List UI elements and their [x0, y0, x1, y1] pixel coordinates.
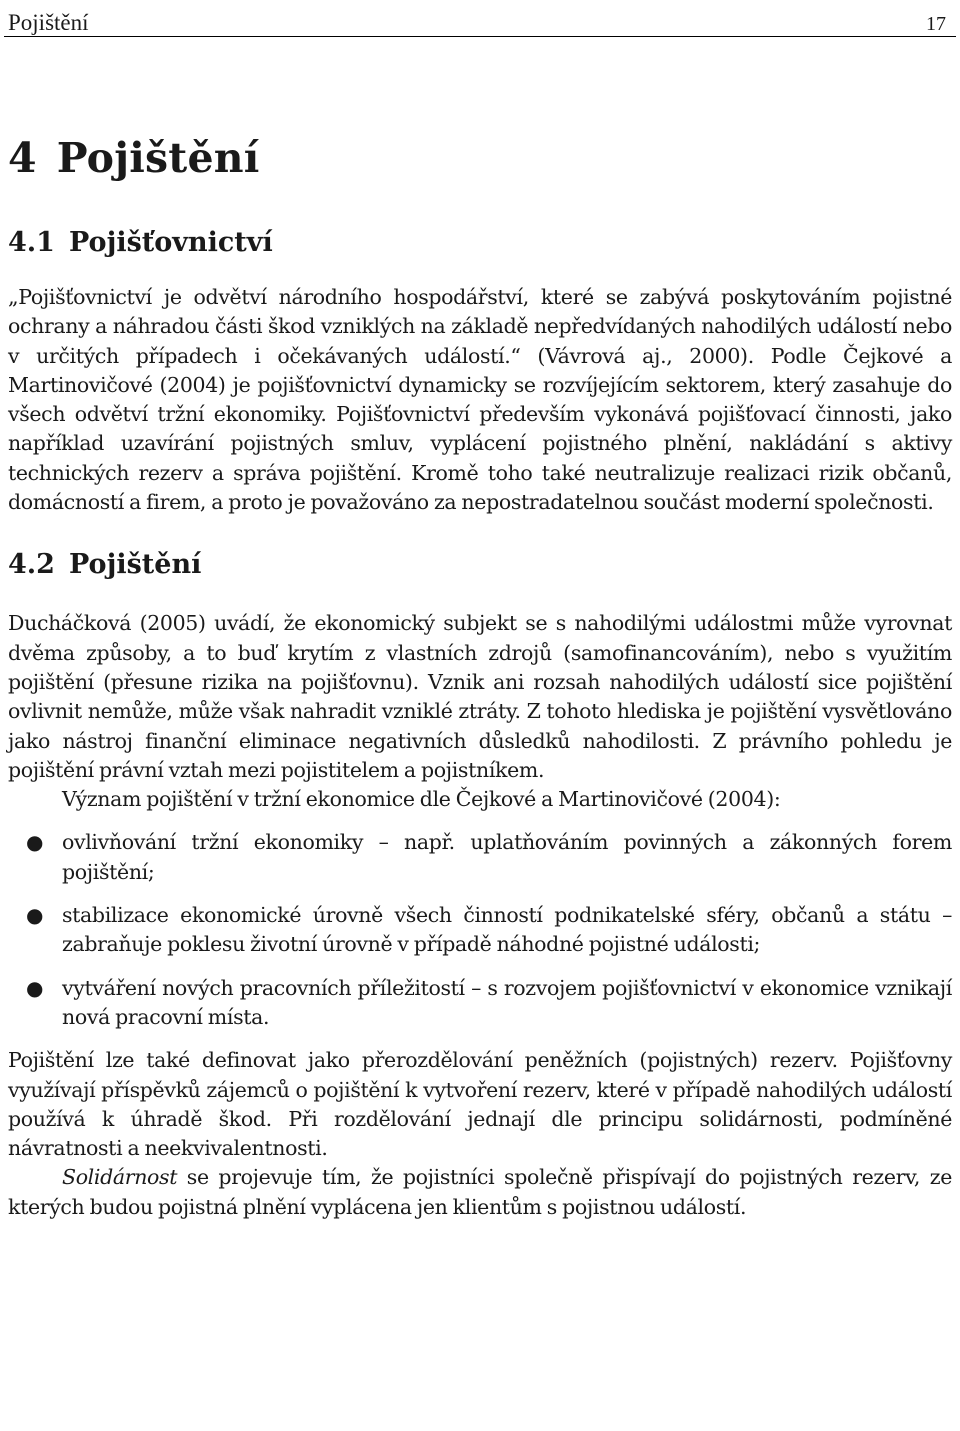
paragraph-vyznam-intro: Význam pojištění v tržní ekonomice dle Čejkové a Martinovičové (2004):	[62, 787, 781, 812]
section-number: 4.1	[8, 227, 55, 258]
chapter-heading	[8, 133, 952, 183]
chapter-title: Pojištění	[56, 134, 260, 182]
section-heading-4-2	[8, 547, 952, 583]
section-number: 4.2	[8, 549, 55, 581]
section-title: Pojišťovnictví	[68, 227, 273, 258]
bullet-icon: ●	[26, 830, 44, 855]
bullet-icon: ●	[26, 903, 44, 928]
list-item-text: vytváření nových pracovních příležitostí – s rozvojem pojišťovnictví v ekonomice vznikají nová pracovní místa.	[62, 975, 952, 1029]
page-number: 17	[926, 13, 946, 35]
solidarnost-definition: se projevuje tím, že pojistníci společně přispívají do pojistných rezerv, ze kterých budou pojistná plnění vyplácena jen klientům s pojistnou událostí.	[8, 1165, 952, 1219]
paragraph-prerozdelovani: Pojištění lze také definovat jako přerozdělování peněžních (pojistných) rezerv. Pojišťovny využívají příspěvků zájemců o pojištění k vytvoření rezerv, které v případě nahodilých událostí používá k úhradě škod. Při rozdělování jednají dle principu solidárnosti, podmíněné návratnosti a neekvivalentnosti.	[8, 1048, 952, 1161]
paragraph-duchackova: Ducháčková (2005) uvádí, že ekonomický subjekt se s nahodilými událostmi může vyrovnat dvěma způsoby, a to buď krytím z vlastních zdrojů (samofinancováním), nebo s využitím pojištění (přesune rizika na pojišťovnu). Vznik ani rozsah nahodilých událostí sice pojištění ovlivnit nemůže, může však nahradit vzniklé ztráty. Z tohoto hlediska je pojištění vysvětlováno jako nástroj finanční eliminace negativních důsledků nahodilosti. Z právního pohledu je pojištění právní vztah mezi pojistitelem a pojistníkem.	[8, 611, 952, 782]
bullet-list	[8, 828, 952, 1032]
bullet-icon: ●	[26, 975, 44, 1000]
list-item	[8, 901, 952, 960]
term-solidarnost: Solidárnost	[62, 1165, 178, 1190]
paragraph-pojistovnictvi: „Pojišťovnictví je odvětví národního hospodářství, které se zabývá poskytováním pojistné ochrany a náhradou části škod vzniklých na základě nepředvídaných nahodilých událostí nebo v určitých případech i očekávaných událostí.“ (Vávrová aj., 2000). Podle Čejkové a Martinovičové (2004) je pojišťovnictví dynamicky se rozvíjejícím sektorem, který zasahuje do všech odvětví tržní ekonomiky. Pojišťovnictví především vykonává pojišťovací činnosti, jako například uzavírání pojistných smluv, vyplácení pojistného plnění, nakládání s aktivy technických rezerv a správa pojištění. Kromě toho také neutralizuje realizaci rizik občanů, domácností a firem, a proto je považováno za nepostradatelnou součást moderní společnosti.	[8, 285, 952, 515]
paragraph-solidarnost	[8, 1163, 952, 1222]
chapter-number: 4	[8, 134, 37, 182]
list-item-text: ovlivňování tržní ekonomiky – např. uplatňováním povinných a zákonných forem pojištění;	[62, 830, 952, 884]
list-item	[8, 974, 952, 1033]
running-header	[4, 0, 956, 37]
list-item-text: stabilizace ekonomické úrovně všech činností podnikatelské sféry, občanů a státu – zabraňuje poklesu životní úrovně v případě náhodné pojistné události;	[62, 903, 952, 957]
section-title: Pojištění	[68, 549, 202, 581]
list-item	[8, 828, 952, 887]
section-heading-4-1	[8, 225, 952, 261]
header-title: Pojištění	[8, 10, 89, 35]
